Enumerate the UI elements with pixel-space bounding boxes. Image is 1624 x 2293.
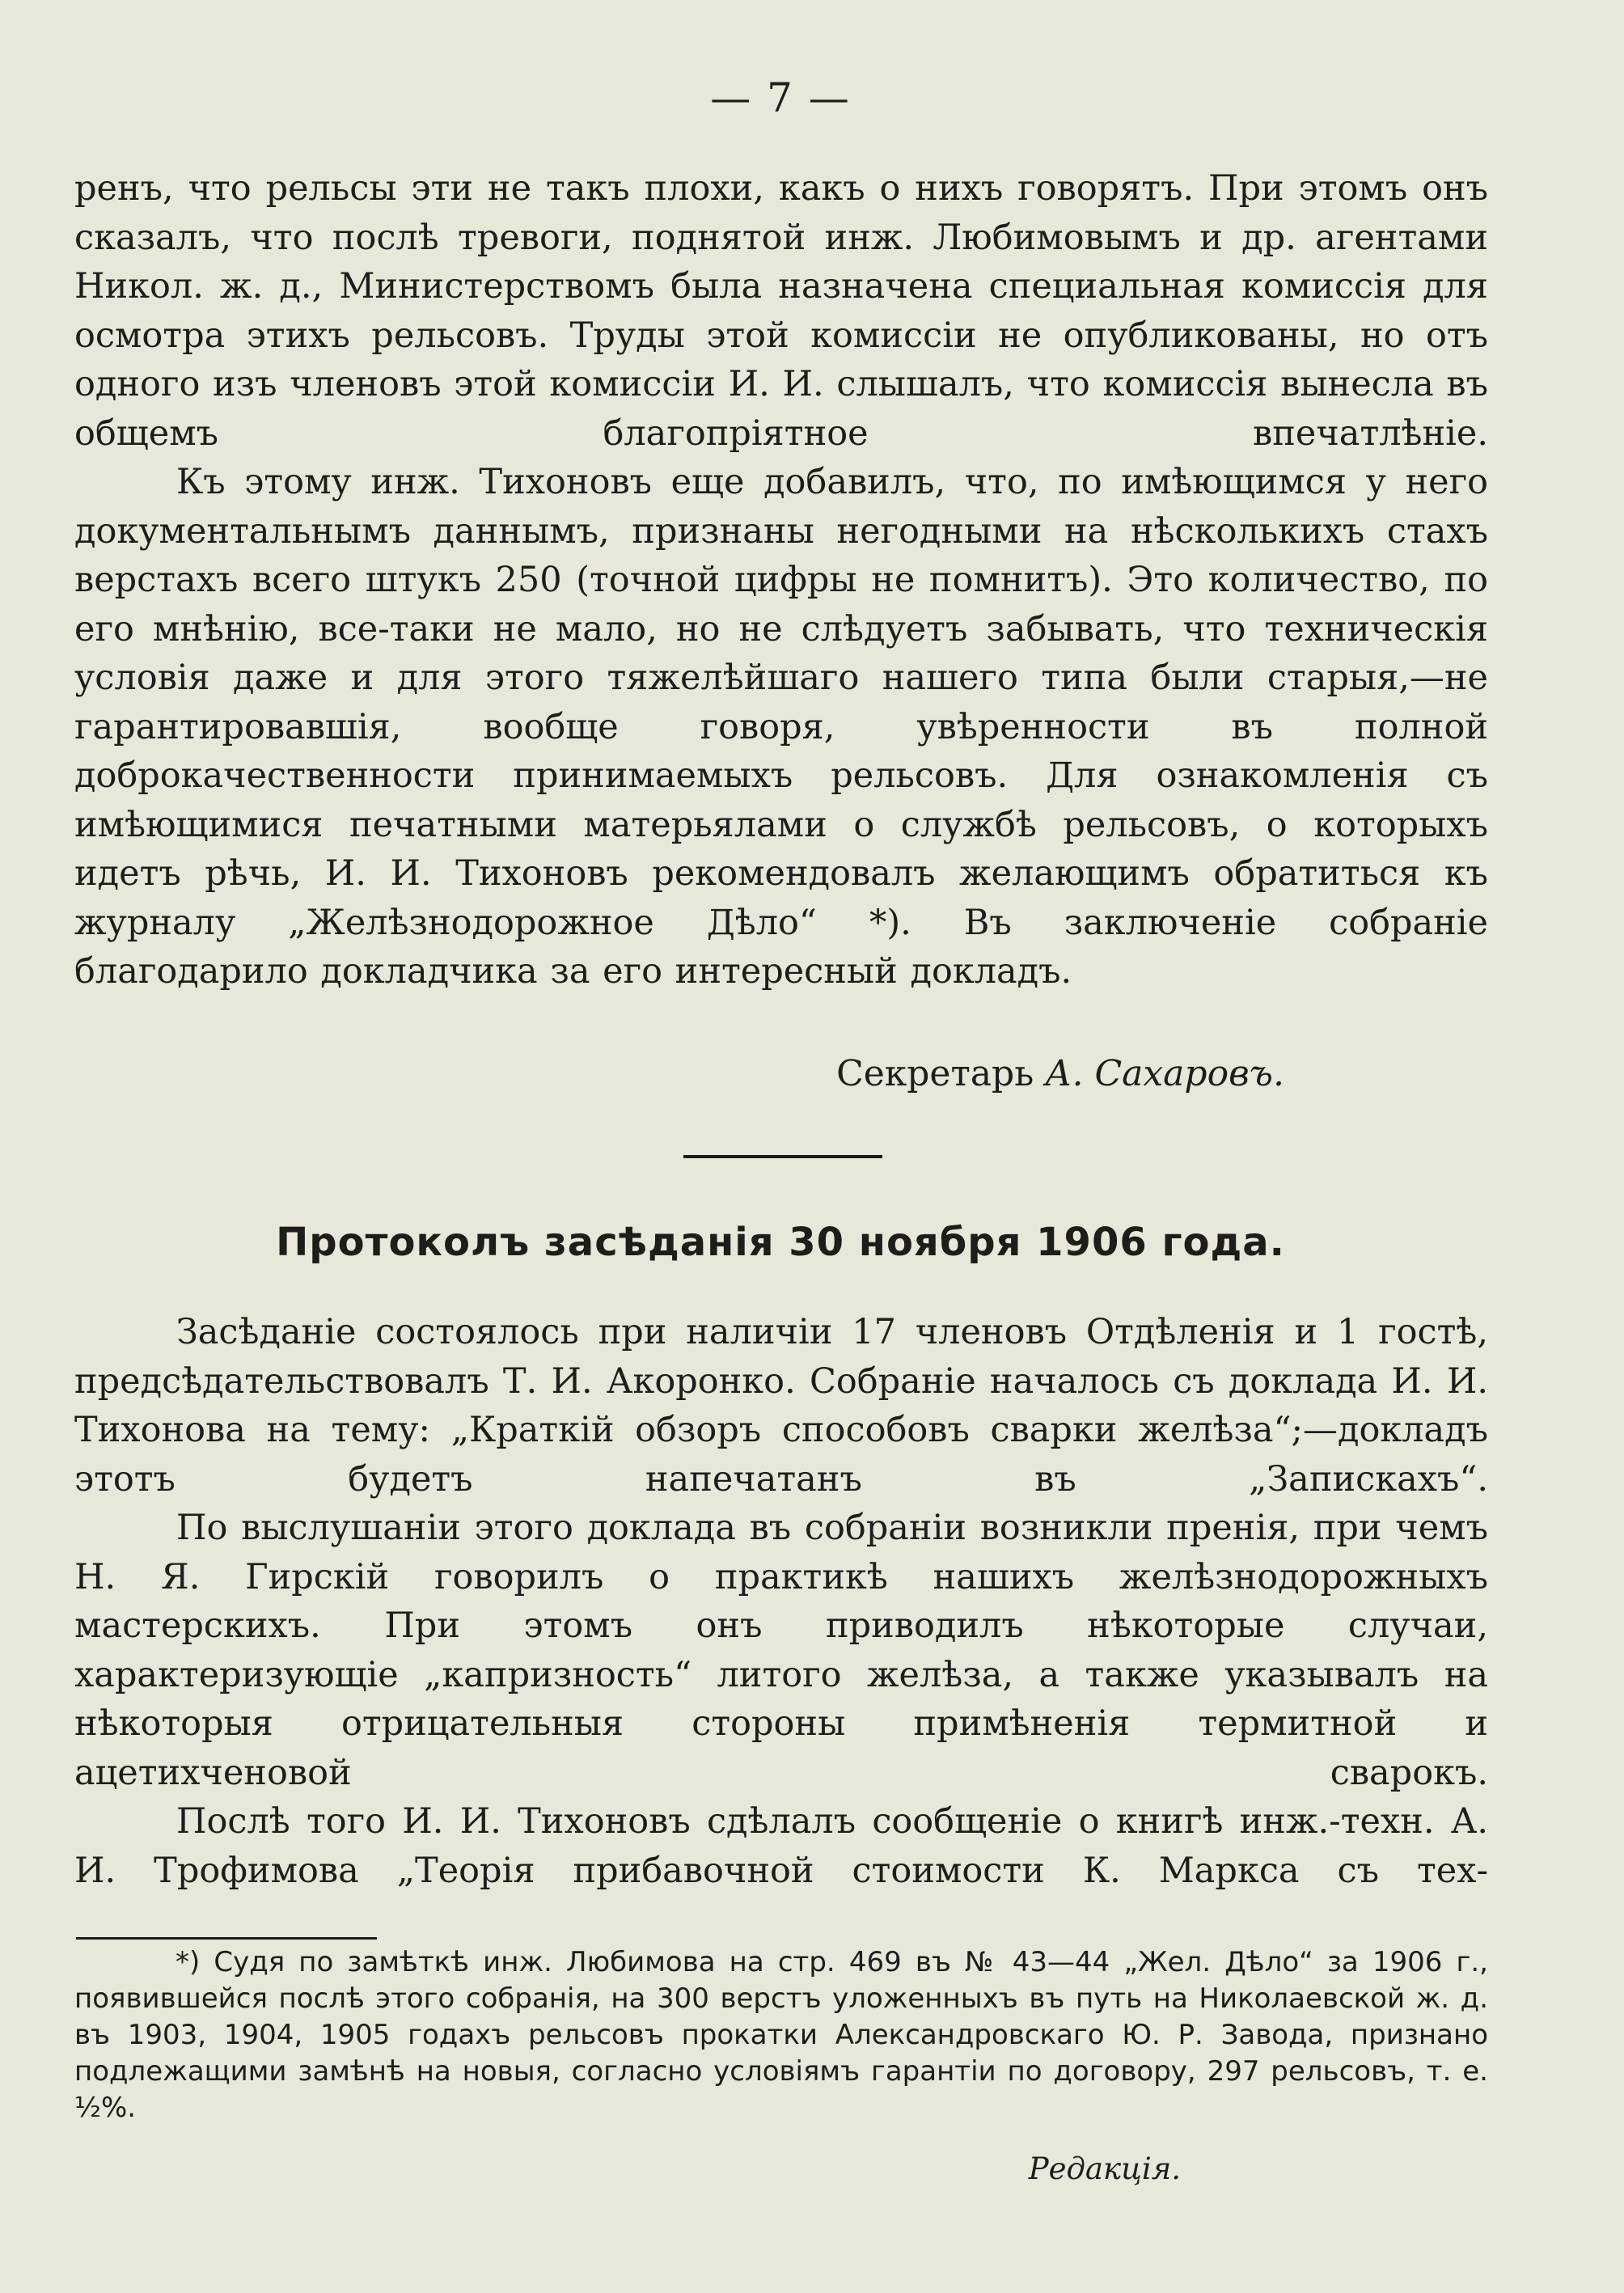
secretary-signature xyxy=(836,1053,1284,1094)
section-divider xyxy=(683,1155,882,1158)
footnote-text: *) Судя по замѣткѣ инж. Любимова на стр. 469 въ № 43—44 „Жел. Дѣло“ за 1906 г., появившейся послѣ этого собранія, на 300 верстъ уложенныхъ въ путь на Николаевской ж. д. въ 1903, 1904, 1905 годахъ рельсовъ прокатки Александровскаго Ю. Р. Завода, признано подлежащими замѣнѣ на новыя, согласно условіямъ гарантіи по договору, 297 рельсовъ, т. е. ½%. xyxy=(74,1946,1488,2124)
text-block-continuation xyxy=(74,164,1488,996)
paragraph: Къ этому инж. Тихоновъ еще добавилъ, что, по имѣющимся у него документальнымъ даннымъ, признаны негодными на нѣсколькихъ стахъ верстахъ всего штукъ 250 (точной цифры не помнитъ). Это количество, по его мнѣнію, все-таки не мало, но не слѣдуетъ забывать, что техническія условія даже и для этого тяжелѣйшаго нашего типа были старыя,—не гарантировавшія, вообще говоря, увѣренности въ полной доброкачественности принимаемыхъ рельсовъ. Для ознакомленія съ имѣющимися печатными матерьялами о службѣ рельсовъ, о которыхъ идетъ рѣчь, И. И. Тихоновъ рекомендовалъ желающимъ обратиться къ журналу „Желѣзнодорожное Дѣло“ *). Въ заключеніе собраніе благодарило докладчика за его интересный докладъ. xyxy=(74,462,1488,992)
footnote xyxy=(74,1944,1488,2126)
signature-name: А. Сахаровъ. xyxy=(1045,1053,1284,1094)
footnote-rule xyxy=(76,1937,377,1940)
page-number: — 7 — xyxy=(710,74,851,121)
paragraph: ренъ, что рельсы эти не такъ плохи, какъ о нихъ говорятъ. При этомъ онъ сказалъ, что послѣ тревоги, поднятой инж. Любимовымъ и др. агентами Никол. ж. д., Министерствомъ была назначена специальная комиссія для осмотра этихъ рельсовъ. Труды этой комиссіи не опубликованы, но отъ одного изъ членовъ этой комиссіи И. И. слышалъ, что комиссія вынесла въ общемъ благопріятное впечатлѣніе. xyxy=(74,168,1488,454)
editor-signature: Редакція. xyxy=(1028,2151,1181,2186)
section-heading: Протоколъ засѣданія 30 ноября 1906 года. xyxy=(276,1220,1285,1265)
paragraph: Послѣ того И. И. Тихоновъ сдѣлалъ сообщеніе о книгѣ инж.-техн. А. И. Трофимова „Теорія прибавочной стоимости К. Маркса съ тех- xyxy=(74,1801,1488,1891)
paragraph: По выслушаніи этого доклада въ собраніи возникли пренія, при чемъ Н. Я. Гирскій говорилъ о практикѣ нашихъ желѣзнодорожныхъ мастерскихъ. При этомъ онъ приводилъ нѣкоторые случаи, характеризующіе „капризность“ литого желѣза, а также указывалъ на нѣкоторыя отрицательныя стороны примѣненія термитной и ацетихченовой сварокъ. xyxy=(74,1508,1488,1793)
signature-title: Секретарь xyxy=(836,1053,1034,1094)
text-block-protocol xyxy=(74,1308,1488,1895)
paragraph: Засѣданіе состоялось при наличіи 17 членовъ Отдѣленія и 1 гостѣ, предсѣдательствовалъ Т. И. Акоронко. Собраніе началось съ доклада И. И. Тихонова на тему: „Краткій обзоръ способовъ сварки желѣза“;—докладъ этотъ будетъ напечатанъ въ „Запискахъ“. xyxy=(74,1312,1488,1500)
